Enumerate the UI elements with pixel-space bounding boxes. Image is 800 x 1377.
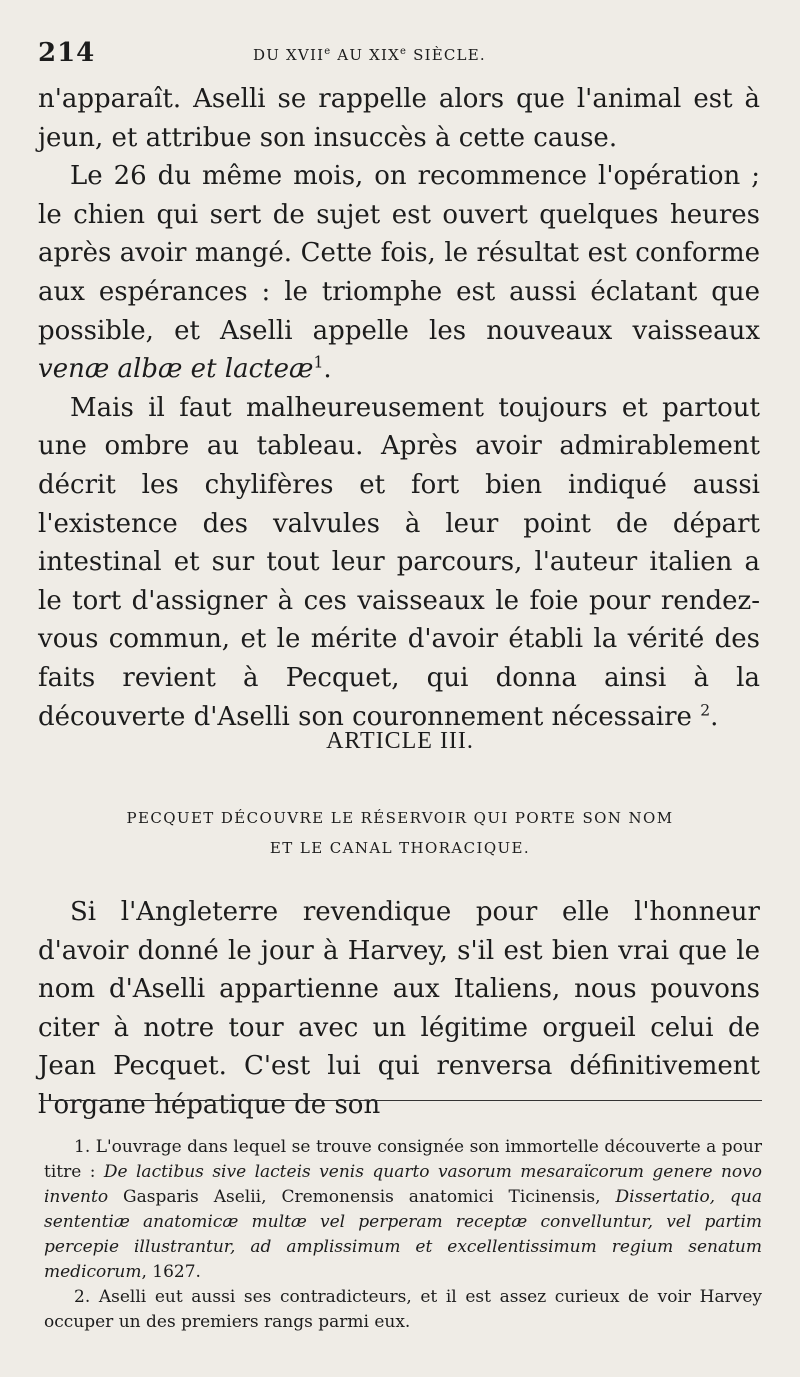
- paragraph-continuation: n'apparaît. Aselli se rappelle alors que l'animal est à jeun, et attribue son insuccès à cette cause.: [38, 84, 760, 153]
- footnote-ref: 1: [313, 353, 324, 372]
- italic-term: venæ albæ et lacteæ: [38, 354, 314, 385]
- page-header: [38, 38, 760, 72]
- paragraph: Mais il faut malheureusement toujours et partout une ombre au tableau. Après avoir admirablement décrit les chylifères et fort bien indiqué aussi l'existence des valvules à leur point de départ intestinal et sur tout leur parcours, l'auteur italien a le tort d'assigner à ces vaisseaux le foie pour rendez-vous commun, et le mérite d'avoir établi la vérité des faits revient à Pecquet, qui donna ainsi à la découverte d'Aselli son couronnement nécessaire $^2$.: [38, 392, 760, 732]
- section-title: PECQUET DÉCOUVRE LE RÉSERVOIR QUI PORTE SON NOM ET LE CANAL THORACIQUE.: [126, 809, 674, 857]
- footnote-divider: [40, 1100, 762, 1101]
- article-heading: ARTICLE III.: [326, 728, 474, 754]
- page-number: 214: [38, 38, 96, 68]
- footnotes: [44, 1135, 762, 1335]
- body-text-bottom: [38, 893, 760, 1125]
- paragraph: Si l'Angleterre revendique pour elle l'honneur d'avoir donné le jour à Harvey, s'il est bien vrai que le nom d'Aselli appartienne aux Italiens, nous pouvons citer à notre tour avec un légitime orgueil celui de Jean Pecquet. C'est lui qui renversa définitivement l'organe hépatique de son: [38, 897, 760, 1120]
- footnote-ref: 2: [700, 700, 711, 719]
- footnote-2: 2. Aselli eut aussi ses contradicteurs, et il est assez curieux de voir Harvey occuper un des premiers rangs parmi eux.: [44, 1287, 762, 1332]
- body-text-top: [38, 80, 760, 736]
- paragraph: Le 26 du même mois, on recommence l'opération ; le chien qui sert de sujet est ouvert quelques heures après avoir mangé. Cette fois, le résultat est conforme aux espérances : le triomphe est aussi éclatant que possible, et Aselli appelle les nouveaux vaisseaux venæ albæ et lacteæ$^1$.: [38, 161, 760, 385]
- running-head: DU XVIIe AU XIXe SIÈCLE.: [253, 46, 486, 64]
- footnote-1: 1. L'ouvrage dans lequel se trouve consignée son immortelle découverte a pour titre : De lactibus sive lacteis venis quarto vasorum mesaraïcorum genere novo invento Gasparis Aselii, Cremonensis anatomici Ticinensis, Dissertatio, qua sententiæ anatomicæ multæ vel perperam receptæ convelluntur, vel partim percepie illustrantur, ad amplissimum et excellentissimum regium senatum medicorum, 1627.: [44, 1137, 762, 1282]
